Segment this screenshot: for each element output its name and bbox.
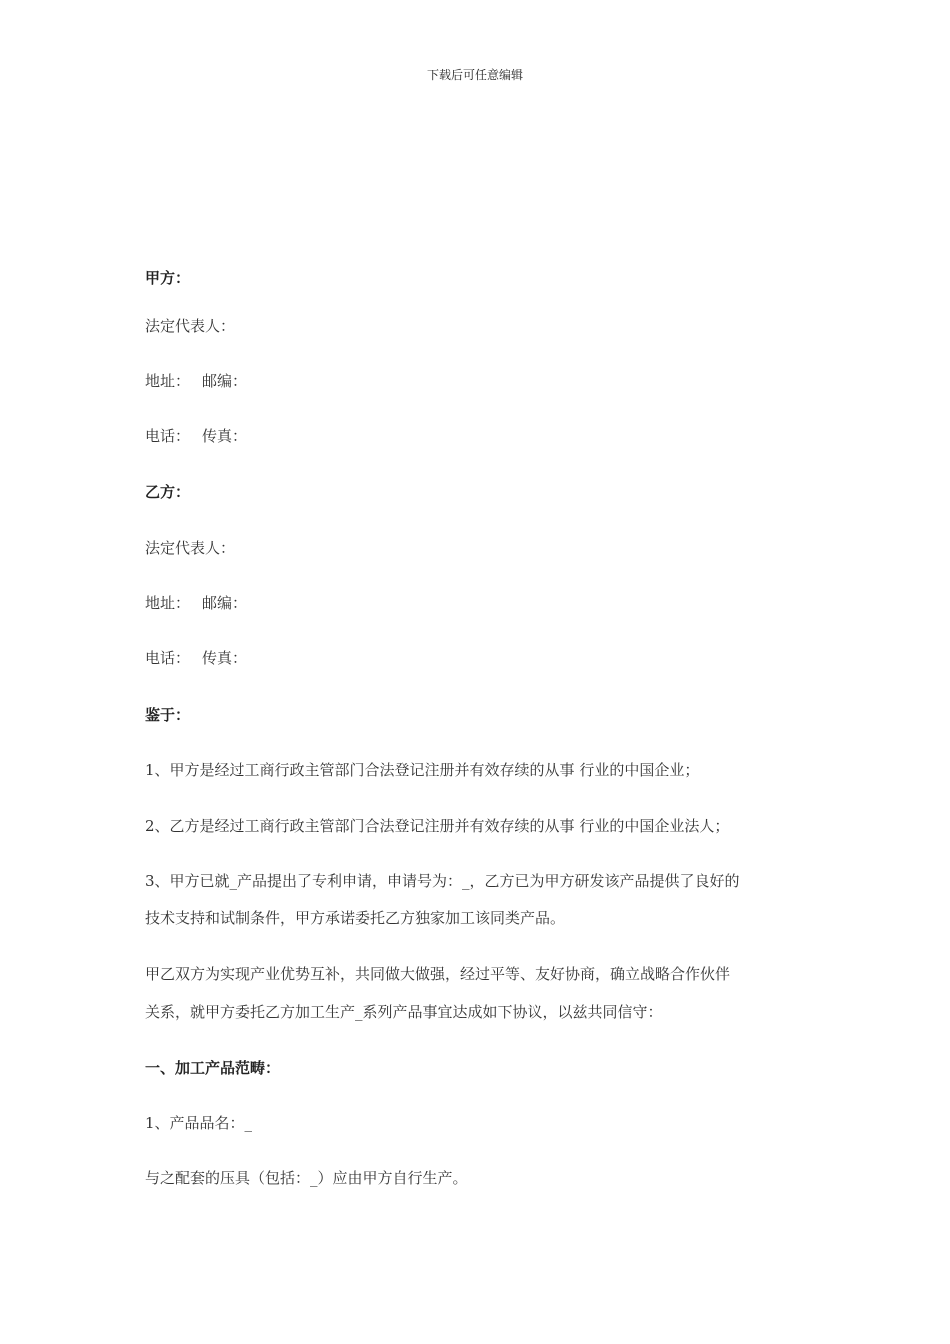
section-1-heading: 一、加工产品范畴： [145,1059,281,1077]
party-b-phone-row [145,648,247,668]
party-b-phone-label: 电话： [145,649,191,667]
section-1-item-1: 1、产品品名：_ [145,1114,253,1132]
party-a-legal-rep: 法定代表人： [145,317,236,335]
section-1-note: 与之配套的压具（包括：_）应由甲方自行生产。 [145,1169,468,1187]
party-b-heading: 乙方： [145,483,191,501]
party-b-address-row [145,593,247,613]
download-note-header: 下载后可任意编辑 [426,68,523,82]
party-b-postcode-label: 邮编： [202,594,248,612]
party-a-phone-row [145,426,247,446]
whereas-heading: 鉴于： [145,706,191,724]
party-a-fax-label: 传真： [202,427,248,445]
party-a-phone-label: 电话： [145,427,191,445]
intro-paragraph-line-1: 甲乙双方为实现产业优势互补，共同做大做强，经过平等、友好协商，确立战略合作伙伴 [145,965,731,983]
intro-paragraph-line-2: 关系，就甲方委托乙方加工生产_系列产品事宜达成如下协议，以兹共同信守： [145,1003,663,1021]
party-b-legal-rep: 法定代表人： [145,539,236,557]
party-a-address-row [145,371,247,391]
party-b-fax-label: 传真： [202,649,248,667]
whereas-clause-3-line-1: 3、甲方已就_产品提出了专利申请，申请号为：_，乙方已为甲方研发该产品提供了良好的 [145,872,740,890]
party-a-postcode-label: 邮编： [202,372,248,390]
whereas-clause-3-line-2: 技术支持和试制条件，甲方承诺委托乙方独家加工该同类产品。 [145,909,566,927]
party-a-heading: 甲方： [145,269,191,287]
party-a-address-label: 地址： [145,372,191,390]
party-b-address-label: 地址： [145,594,191,612]
whereas-clause-2: 2、乙方是经过工商行政主管部门合法登记注册并有效存续的从事 行业的中国企业法人； [145,817,730,835]
whereas-clause-1: 1、甲方是经过工商行政主管部门合法登记注册并有效存续的从事 行业的中国企业； [145,761,700,779]
